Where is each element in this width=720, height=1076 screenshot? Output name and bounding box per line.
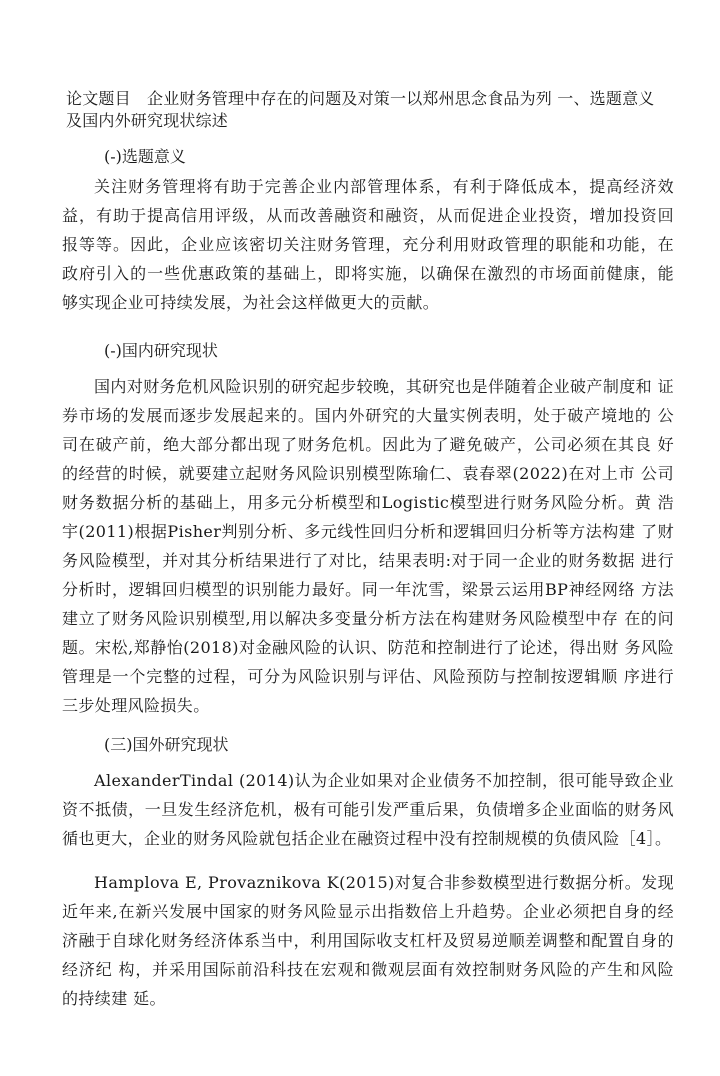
paragraph-domestic-research: 国内对财务危机风险识别的研究起步较晚，其研究也是伴随着企业破产制度和 证券市场的发展而逐步发展起来的。国内外研究的大量实例表明，处于破产境地的 公司在破产前，绝大部分都出现了财务危机。因此为了避免破产，公司必须在其良 好的经营的时候，就要建立起财务风险识别模型陈瑜仁、袁春翠(2022)在对上市 公司财务数据分析的基础上，用多元分析模型和Logistic模型进行财务风险分析。黄 浩宇(2011)根据Pisher判别分析、多元线性回归分析和逻辑回归分析等方法构建 了财务风险模型，并对其分析结果进行了对比，结果表明:对于同一企业的财务数据 进行分析时，逻辑回归模型的识别能力最好。同一年沈雪，梁景云运用BP神经网络 方法建立了财务风险识别模型,用以解决多变量分析方法在构建财务风险模型中存 在的问题。宋松,郑静怡(2018)对金融风险的认识、防范和控制进行了论述，得出财 务风险管理是一个完整的过程，可分为风险识别与评估、风险预防与控制按逻辑顺 序进行三步处理风险损失。 (62, 377, 674, 715)
section-heading-domestic-research: (-)国内研究现状 (104, 341, 218, 360)
section-heading-topic-significance: (-)选题意义 (104, 147, 186, 166)
paragraph-topic-significance: 关注财务管理将有助于完善企业内部管理体系，有利于降低成本，提高经济效 益，有助于提高信用评级，从而改善融资和融资，从而促进企业投资，增加投资回 报等等。因此，企业应该密切关注财务管理，充分利用财政管理的职能和功能，在 政府引入的一些优惠政策的基础上，即将实施，以确保在激烈的市场面前健康，能 够实现企业可持续发展，为社会这样做更大的贡献。 (62, 177, 674, 312)
section-heading-foreign-research: (三)国外研究现状 (104, 735, 229, 754)
paragraph-foreign-research-1: AlexanderTindal (2014)认为企业如果对企业债务不加控制，很可能导致企业资不抵债，一旦发生经济危机，极有可能引发严重后果，负债增多企业面临的财务风循也更大，企业的财务风险就包括企业在融资过程中没有控制规模的负债风险［4］。 (62, 771, 674, 848)
paragraph-foreign-research-2: Hamplova E, Provaznikova K(2015)对复合非参数模型进行数据分析。发现近年来,在新兴发展中国家的财务风险显示出指数倍上升趋势。企业必须把自身的经济融于自球化财务经济体系当中，利用国际收支杠杆及贸易逆顺差调整和配置自身的经济纪 构，并采用国际前沿科技在宏观和微观层面有效控制财务风险的产生和风险的持续建 延。 (62, 873, 674, 1008)
document-title: 论文题目 企业财务管理中存在的问题及对策一以郑州思念食品为列 一、选题意义及国内外研究现状综述 (66, 89, 655, 130)
